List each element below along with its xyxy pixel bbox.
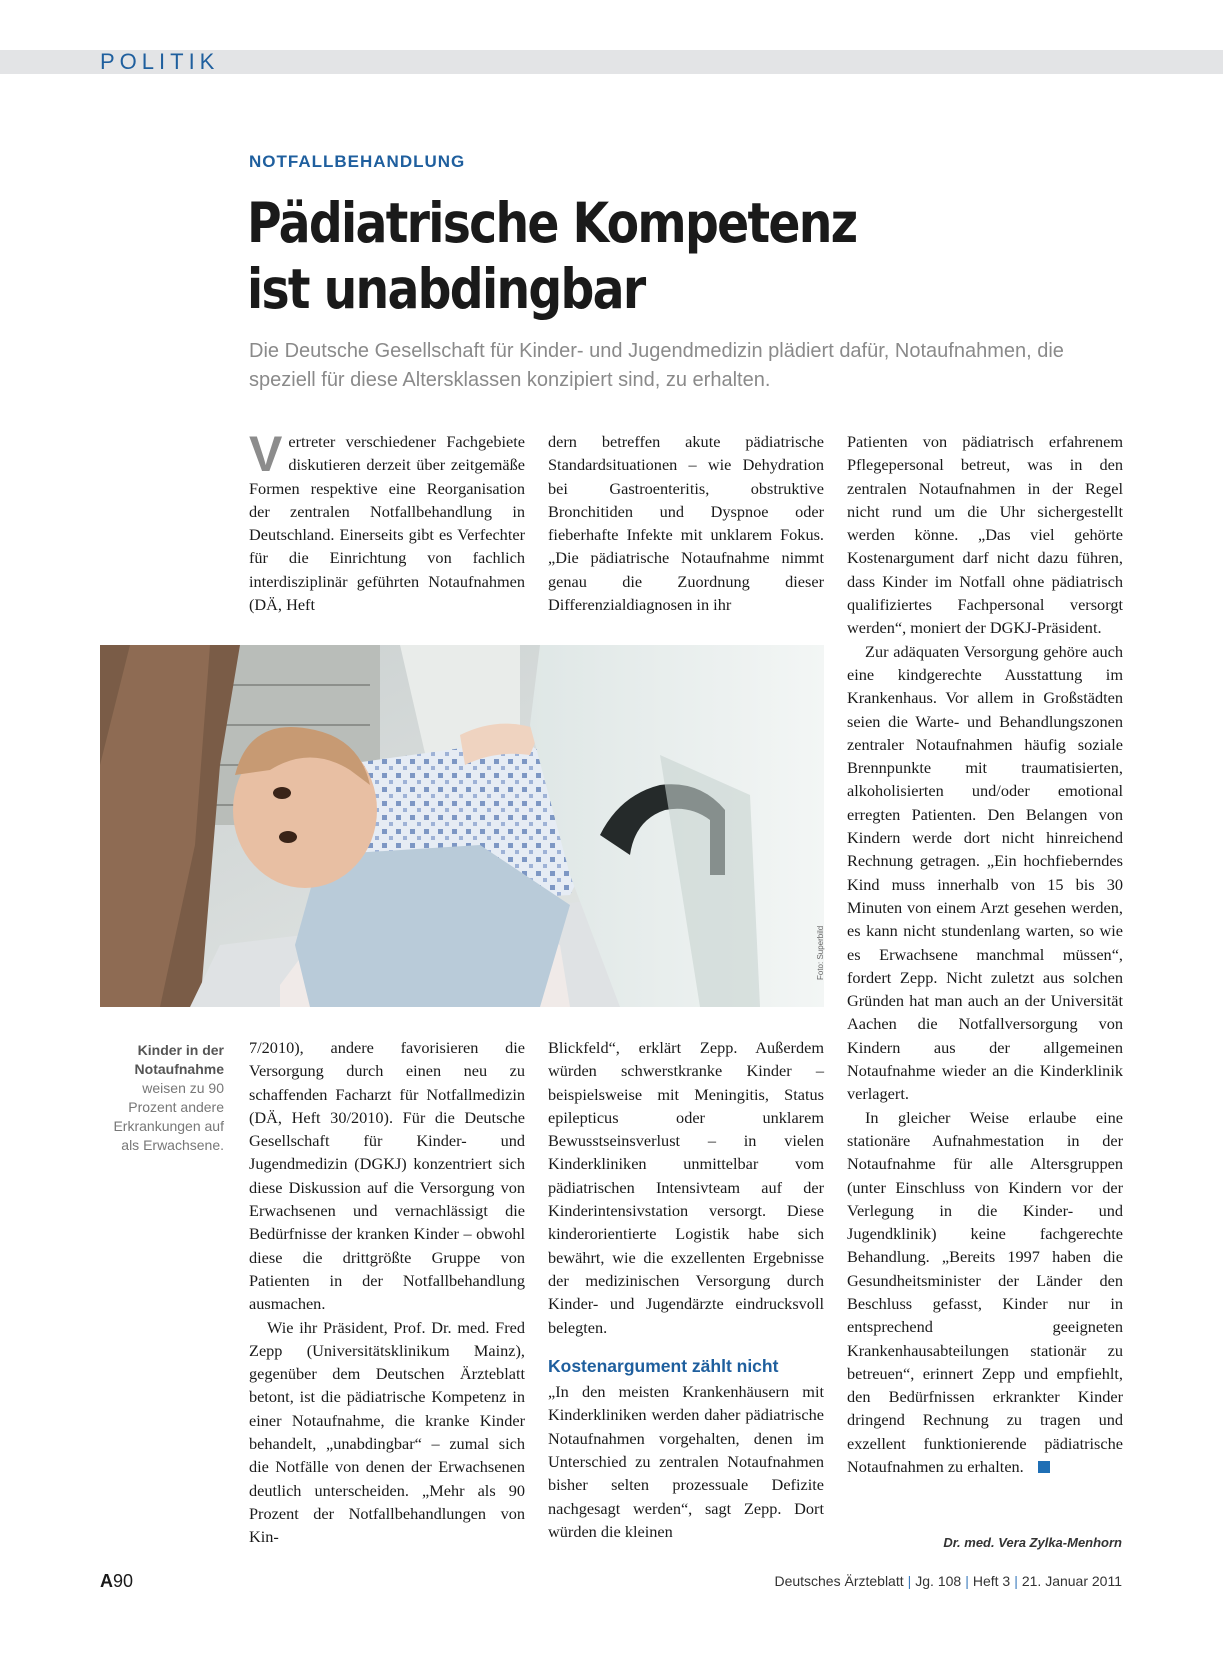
paragraph: In gleicher Weise erlaube eine stationäre Aufnahmestation in der Notaufnahme für alle Altersgruppen (unter Einschluss von Kindern vor der Verlegung in die Kinder- und Jugendklinik) keine fachgerechte Behandlung. „Bereits 1997 haben die Gesundheitsminister der Länder den Beschluss gefasst, Kinder nur in entsprechend geeigneten Krankenhausabteilungen stationär zu betreuen“, erinnert Zepp und empfiehlt, den Bedürfnissen erkrankter Kinder dringend Rechnung zu tragen und exzellent funktionierende pädiatrische Notaufnahmen zu erhalten. [847, 1107, 1123, 1477]
divider: | [1014, 1573, 1018, 1589]
end-mark-icon [1038, 1461, 1050, 1473]
body-column-3 [847, 430, 1123, 1478]
body-column-1-top [249, 426, 525, 616]
journal-date: 21. Januar 2011 [1021, 1573, 1122, 1589]
article-kicker: NOTFALLBEHANDLUNG [249, 152, 466, 171]
photo-illustration [100, 645, 824, 1007]
footer-citation [700, 1573, 1122, 1589]
page-prefix: A [100, 1571, 113, 1591]
divider: | [907, 1573, 912, 1589]
paragraph: Patienten von pädiatrisch erfahrenem Pflegepersonal betreut, was in den zentralen Notaufnahmen in der Regel nicht rund um die Uhr sichergestellt werden könne. „Das viel gehörte Kostenargument darf nicht dazu führen, dass Kinder im Notfall ohne pädiatrisch qualifiziertes Fachpersonal versorgt werden“, moniert der DGKJ-Präsident. [847, 432, 1123, 638]
paragraph: „In den meisten Krankenhäusern mit Kinderkliniken werden daher pädiatrische Notaufnahmen vorgehalten, denen im Unterschied zu zentralen Notaufnahmen bisher selten prozessuale Defizite nachgesagt werden“, sagt Zepp. Dort würden die kleinen [548, 1382, 824, 1541]
journal-issue: Heft 3 [972, 1573, 1011, 1589]
paragraph: ertreter verschiedener Fachgebiete diskutieren derzeit über zeitgemäße Formen respektive eine Reorganisation der zentralen Notfallbehandlung in Deutschland. Einerseits gibt es Verfechter für die Einrichtung von fachlich interdisziplinär geführten Notaufnahmen (DÄ, Heft [249, 432, 525, 615]
journal-volume: Jg. 108 [915, 1573, 962, 1589]
section-label: POLITIK [100, 49, 220, 74]
paragraph: dern betreffen akute pädiatrische Standardsituationen – wie Dehydration bei Gastroenteritis, obstruktive Bronchitiden und Dyspnoe oder fieberhafte Infekte mit unklarem Fokus. „Die pädiatrische Notaufnahme nimmt genau die Zuordnung dieser Differenzialdiagnosen in ihr [548, 432, 824, 615]
body-column-2-bottom [548, 1036, 824, 1543]
photo-caption [96, 1041, 224, 1155]
body-column-2-top [548, 430, 824, 616]
paragraph: Wie ihr Präsident, Prof. Dr. med. Fred Zepp (Universitätsklinikum Mainz), gegenüber dem Deutschen Ärzteblatt betont, ist die pädiatrische Kompetenz in einer Notaufnahme, die kranke Kinder behandelt, „unabdingbar“ – zumal sich die Notfälle von denen der Erwachsenen deutlich unterscheiden. „Mehr als 90 Prozent der Notfallbehandlungen von Kin- [249, 1317, 525, 1547]
paragraph: Blickfeld“, erklärt Zepp. Außerdem würden schwerstkranke Kinder – beispielsweise mit Meningitis, Status epilepticus oder unklarem Bewusstseinsverlust – in vielen Kinderkliniken unmittelbar vom pädiatrischen Intensivteam auf der Kinderintensivstation versorgt. Diese kinderorientierte Logistik habe sich bewährt, wie die exzellenten Ergebnisse der medizinischen Versorgung durch Kinder- und Jugendärzte eindrucksvoll belegten. [548, 1038, 824, 1337]
paragraph: 7/2010), andere favorisieren die Versorgung durch einen neu zu schaffenden Facharzt für Notfallmedizin (DÄ, Heft 30/2010). Für die Deutsche Gesellschaft für Kinder- und Jugendmedizin (DGKJ) konzentriert sich diese Diskussion auf die Versorgung von Erwachsenen und vernachlässigt die Bedürfnisse der kranken Kinder – obwohl diese die drittgrößte Gruppe von Patienten in der Notfallbehandlung ausmachen. [249, 1038, 525, 1314]
section-subhead: Kostenargument zählt nicht [548, 1355, 779, 1376]
journal-name: Deutsches Ärzteblatt [774, 1573, 904, 1589]
page-number [100, 1571, 133, 1592]
article-lead: Die Deutsche Gesellschaft für Kinder- und Jugendmedizin plädiert dafür, Notaufnahmen, die speziell für diese Altersklassen konzipiert sind, zu erhalten. [249, 340, 1064, 391]
photo-credit: Foto: Superbild [816, 925, 825, 980]
caption-text: weisen zu 90 Prozent andere Erkrankungen auf als Erwachsene. [113, 1080, 224, 1153]
body-column-1-bottom [249, 1036, 525, 1549]
divider: | [965, 1573, 969, 1589]
caption-lead: Kinder in der Notaufnahme [134, 1042, 224, 1077]
drop-cap: V [249, 426, 283, 482]
page-number-value: 90 [113, 1571, 134, 1591]
article-headline: Pädiatrische Kompetenz ist unabdingbar [247, 191, 857, 321]
author-byline: Dr. med. Vera Zylka-Menhorn [943, 1535, 1122, 1550]
paragraph: Zur adäquaten Versorgung gehöre auch eine kindgerechte Ausstattung im Krankenhaus. Vor allem in Großstädten seien die Warte- und Behandlungszonen zentraler Notaufnahmen häufig soziale Brennpunkte mit traumatisierten, alkoholisierten und/oder emotional erregten Patienten. Den Belangen von Kindern werde dort nicht hinreichend Rechnung getragen. „Ein hochfieberndes Kind muss innerhalb von 15 bis 30 Minuten von einem Arzt gesehen werden, es kann nicht stundenlang warten, so wie es Erwachsene manchmal müssen“, fordert Zepp. Nicht zuletzt aus solchen Gründen hat man auch an der Universität Aachen die Notfallversorgung von Kindern aus der allgemeinen Notaufnahme wieder an die Kinderklinik verlagert. [847, 641, 1123, 1104]
article-photo [100, 645, 824, 1007]
